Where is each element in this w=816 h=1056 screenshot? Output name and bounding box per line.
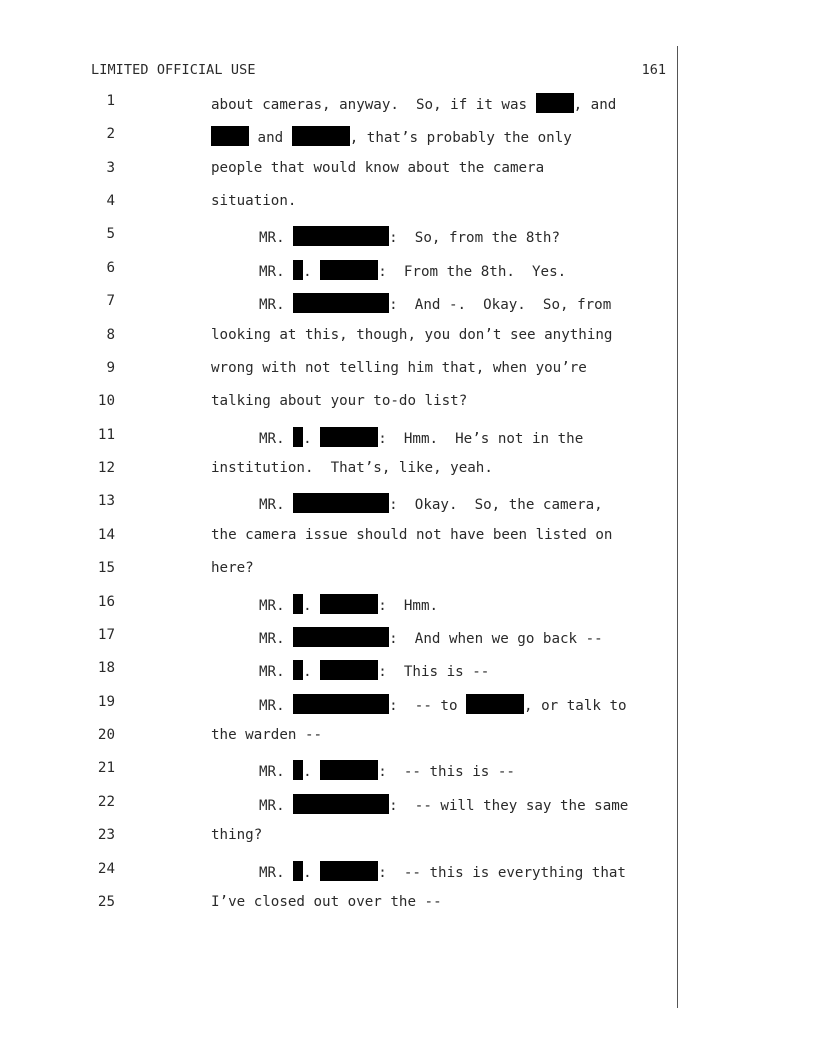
text-segment: wrong with not telling him that, when you’re (211, 359, 587, 376)
text-segment: . (303, 764, 321, 781)
text-segment: : -- this is everything that (378, 864, 626, 881)
text-segment: . (303, 864, 321, 881)
text-segment: MR. (259, 497, 294, 514)
redaction-block (320, 594, 378, 614)
redaction-block (211, 126, 249, 146)
line-number: 14 (97, 526, 115, 543)
text-segment: . (303, 430, 321, 447)
text-segment: MR. (259, 230, 294, 247)
text-segment: : -- will they say the same (389, 797, 629, 814)
classification-header: LIMITED OFFICIAL USE (91, 62, 256, 78)
line-text (211, 460, 493, 476)
text-segment: situation. (211, 193, 297, 210)
text-segment: : This is -- (378, 664, 490, 681)
text-segment: here? (211, 560, 254, 577)
line-text (211, 327, 612, 343)
line-text (259, 760, 515, 780)
text-segment: MR. (259, 630, 294, 647)
redaction-block (292, 126, 350, 146)
redaction-block (293, 760, 303, 780)
text-segment: . (303, 263, 321, 280)
transcript-line (0, 861, 680, 881)
transcript-line (0, 226, 680, 246)
line-number: 18 (97, 660, 115, 677)
text-segment: : And -. Okay. So, from (389, 297, 612, 314)
line-number: 15 (97, 560, 115, 577)
line-text (211, 160, 544, 176)
line-text (211, 894, 442, 910)
redaction-block (293, 627, 389, 647)
text-segment: , or talk to (524, 697, 627, 714)
text-segment: : And when we go back -- (389, 630, 603, 647)
line-number: 6 (106, 259, 115, 276)
line-number: 20 (97, 727, 115, 744)
line-number: 19 (97, 693, 115, 710)
line-text (211, 93, 616, 113)
text-segment: : Hmm. He’s not in the (378, 430, 584, 447)
text-segment: . (303, 664, 321, 681)
text-segment: MR. (259, 430, 294, 447)
transcript-line (0, 527, 680, 547)
line-number: 10 (97, 393, 115, 410)
line-number: 17 (97, 626, 115, 643)
transcript-line (0, 393, 680, 413)
line-number: 2 (106, 126, 115, 143)
line-text (211, 727, 322, 743)
redaction-block (293, 594, 303, 614)
line-text (259, 660, 489, 680)
redaction-block (320, 260, 378, 280)
transcript-line (0, 460, 680, 480)
line-number: 21 (97, 760, 115, 777)
line-text (259, 226, 560, 246)
text-segment: the warden -- (211, 727, 323, 744)
transcript-line (0, 827, 680, 847)
redaction-block (293, 226, 389, 246)
transcript-line (0, 794, 680, 814)
line-text (259, 861, 626, 881)
transcript-line (0, 493, 680, 513)
line-number: 11 (97, 426, 115, 443)
line-text (211, 827, 262, 843)
line-number: 23 (97, 827, 115, 844)
text-segment: : -- to (389, 697, 467, 714)
text-segment: : Okay. So, the camera, (389, 497, 603, 514)
text-segment: MR. (259, 597, 294, 614)
line-text (259, 493, 603, 513)
text-segment: : -- this is -- (378, 764, 515, 781)
line-number: 1 (106, 93, 115, 109)
redaction-block (293, 861, 303, 881)
transcript-line (0, 93, 680, 113)
redaction-block (293, 660, 303, 680)
line-number: 13 (97, 493, 115, 510)
text-segment: , and (573, 97, 617, 113)
text-segment: : From the 8th. Yes. (378, 263, 567, 280)
line-number: 22 (97, 793, 115, 810)
line-text (211, 393, 467, 409)
line-number: 5 (106, 226, 115, 243)
redaction-block (293, 260, 303, 280)
redaction-block (320, 760, 378, 780)
redaction-block (320, 861, 378, 881)
line-text (259, 427, 583, 447)
transcript-line (0, 627, 680, 647)
transcript-line (0, 694, 680, 714)
text-segment: : So, from the 8th? (389, 230, 561, 247)
line-text (259, 694, 627, 714)
line-number: 24 (97, 860, 115, 877)
text-segment: thing? (211, 827, 263, 844)
redaction-block (320, 660, 378, 680)
line-text (259, 260, 566, 280)
line-number: 7 (106, 293, 115, 310)
transcript-line (0, 293, 680, 313)
line-text (259, 794, 628, 814)
line-number: 9 (106, 359, 115, 376)
text-segment: about cameras, anyway. So, if it was (211, 97, 536, 113)
line-text (211, 360, 587, 376)
line-number: 3 (106, 159, 115, 176)
line-text (211, 126, 572, 146)
transcript-line (0, 160, 680, 180)
transcript-line (0, 560, 680, 580)
line-text (259, 627, 603, 647)
line-text (259, 293, 611, 313)
text-segment: . (303, 597, 321, 614)
line-number: 8 (106, 326, 115, 343)
redaction-block (293, 493, 389, 513)
text-segment: MR. (259, 664, 294, 681)
transcript-line (0, 894, 680, 914)
transcript-line (0, 126, 680, 146)
line-number: 25 (97, 893, 115, 910)
redaction-block (293, 694, 389, 714)
text-segment: MR. (259, 697, 294, 714)
line-number: 16 (97, 593, 115, 610)
text-segment: looking at this, though, you don’t see anything (211, 326, 613, 343)
text-segment: and (249, 130, 292, 147)
transcript-line (0, 427, 680, 447)
text-segment: the camera issue should not have been listed on (211, 526, 613, 543)
line-text (211, 193, 296, 209)
redaction-block (293, 293, 389, 313)
text-segment: MR. (259, 864, 294, 881)
text-segment: institution. That’s, like, yeah. (211, 460, 493, 477)
transcript-line (0, 260, 680, 280)
transcript-line (0, 594, 680, 614)
redaction-block (293, 427, 303, 447)
text-segment: MR. (259, 263, 294, 280)
text-segment: talking about your to-do list? (211, 393, 468, 410)
text-segment: people that would know about the camera (211, 159, 545, 176)
text-segment: I’ve closed out over the -- (211, 893, 442, 910)
text-segment: MR. (259, 297, 294, 314)
text-segment: , that’s probably the only (349, 130, 572, 147)
transcript-line (0, 360, 680, 380)
text-segment: : Hmm. (378, 597, 439, 614)
transcript-line (0, 660, 680, 680)
transcript-line (0, 760, 680, 780)
redaction-block (293, 794, 389, 814)
line-text (211, 527, 612, 543)
text-segment: MR. (259, 797, 294, 814)
transcript-line (0, 727, 680, 747)
line-text (211, 560, 254, 576)
redaction-block (536, 93, 574, 113)
transcript-line (0, 327, 680, 347)
transcript-line (0, 193, 680, 213)
redaction-block (466, 694, 524, 714)
redaction-block (320, 427, 378, 447)
line-number: 12 (97, 460, 115, 477)
text-segment: MR. (259, 764, 294, 781)
page-number: 161 (641, 62, 666, 78)
line-number: 4 (106, 193, 115, 210)
line-text (259, 594, 438, 614)
